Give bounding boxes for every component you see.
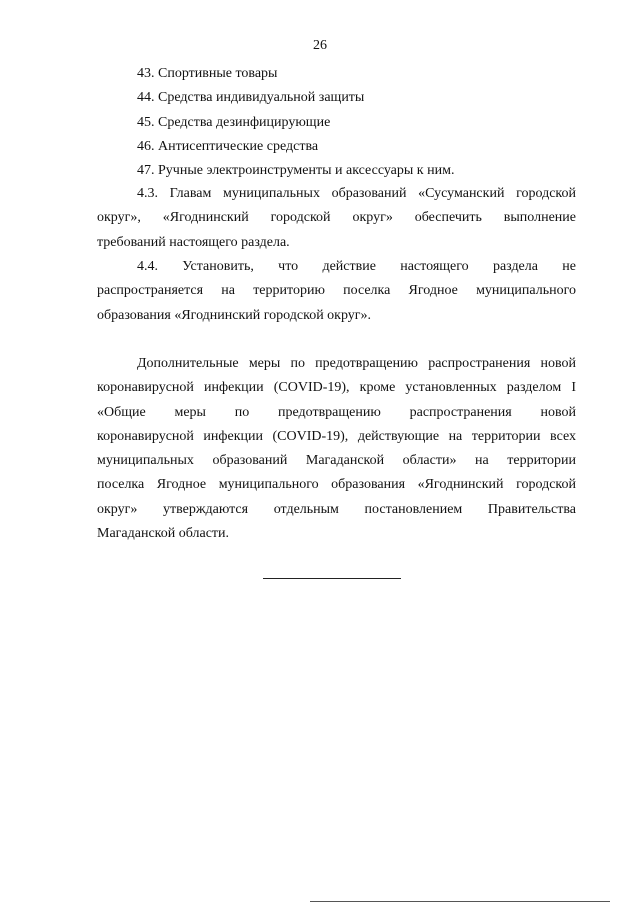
paragraph-line: «Общие меры по предотвращению распространения новой: [97, 404, 576, 420]
paragraph-line: коронавирусной инфекции (COVID-19), действующие на территории всех: [97, 428, 576, 444]
paragraph-line: распространяется на территорию поселка Ягодное муниципального: [97, 283, 576, 299]
paragraph-line: округ» утверждаются отдельным постановлением Правительства: [97, 501, 576, 517]
paragraph-line: требований настоящего раздела.: [97, 234, 290, 250]
bottom-edge-rule: [310, 901, 610, 902]
additional-measures-paragraph: [97, 352, 576, 546]
end-divider-line: [263, 578, 401, 579]
paragraph-line: поселка Ягодное муниципального образования «Ягоднинский городской: [97, 477, 576, 493]
section-4-4-paragraph: [97, 255, 576, 328]
paragraph-line: Магаданской области.: [97, 526, 230, 542]
section-4-3-paragraph: [97, 182, 576, 255]
paragraph-line: округ», «Ягоднинский городской округ» обеспечить выполнение: [97, 210, 576, 226]
list-item: 45. Средства дезинфицирующие: [137, 114, 331, 130]
list-item: 47. Ручные электроинструменты и аксессуары к ним.: [137, 163, 455, 179]
paragraph-line: 4.3. Главам муниципальных образований «Сусуманский городской: [137, 186, 576, 201]
paragraph-line: коронавирусной инфекции (COVID-19), кроме установленных разделом I: [97, 380, 576, 396]
paragraph-line: 4.4. Установить, что действие настоящего раздела не: [137, 259, 576, 274]
list-item: 44. Средства индивидуальной защиты: [137, 90, 365, 106]
page-number: 26: [313, 38, 327, 53]
paragraph-line: образования «Ягоднинский городской округ».: [97, 307, 372, 323]
paragraph-line: Дополнительные меры по предотвращению распространения новой: [137, 356, 576, 371]
goods-list: [137, 62, 577, 183]
list-item: 46. Антисептические средства: [137, 138, 319, 154]
list-item: 43. Спортивные товары: [137, 66, 278, 81]
paragraph-line: муниципальных образований Магаданской области» на территории: [97, 453, 576, 469]
